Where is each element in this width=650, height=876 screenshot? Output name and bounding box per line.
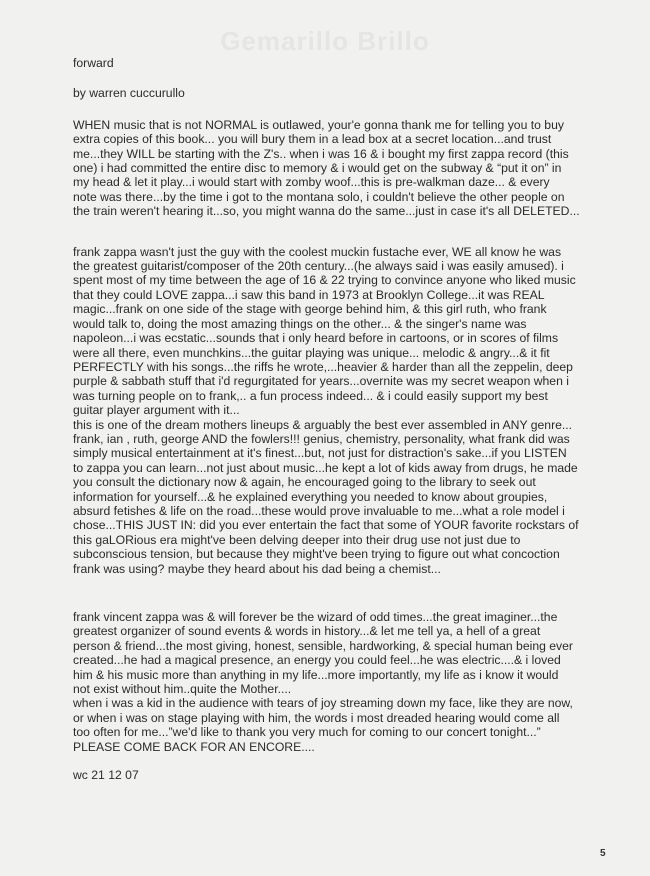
page-number: 5 xyxy=(600,848,606,859)
paragraph-2: frank zappa wasn't just the guy with the coolest muckin fustache ever, WE all know he was the greatest guitarist/composer of the 20th century...(he always said i was easily amused). i spent most of my time between the age of 16 & 22 trying to convince anyone who liked music that they could LOVE zappa...i saw this band in 1973 at Brooklyn College...it was REAL magic...frank on one side of the stage with george behind him, & this girl ruth, who frank would talk to, doing the most amazing things on the other... & the singer's name was napoleon...i was ecstatic...sounds that i only heard before in cartoons, or in scores of films were all there, even munchkins...the guitar playing was unique... melodic & angry...& it fit PERFECTLY with his songs...the riffs he wrote,...heavier & harder than all the zeppelin, deep purple & sabbath stuff that i'd regurgitated for years...overnite was my secret weapon when i was turning people on to frank,.. a fun process indeed... & i could easily support my best guitar player argument with it... this is one of the dream mothers lineups & arguably the best ever assembled in ANY genre... frank, ian , ruth, george AND the fowlers!!! genius, chemistry, personality, what frank did was simply musical entertainment at it's finest...but, not just for distraction's sake...if you LISTEN to zappa you can learn...not just about music...he kept a lot of kids away from drugs, he made you consult the dictionary now & again, he encouraged going to the library to seek out information for yourself...& he explained everything you needed to know about groupies, absurd fetishes & life on the road...these would prove invaluable to me...what a role model i chose...THIS JUST IN: did you ever entertain the fact that some of YOUR favorite rockstars of this gaLORious era might've been delving deeper into their drug use not just due to subconscious tension, but because they might've been trying to figure out what concoction frank was using? maybe they heard about his dad being a chemist... xyxy=(73,244,579,576)
section-heading: forward xyxy=(73,56,114,70)
paragraph-4: when i was a kid in the audience with tears of joy streaming down my face, like they are now, or when i was on stage playing with him, the words i most dreaded hearing would come all too often for me...”we'd like to thank you very much for coming to our concert tonight...” PLEASE COME BACK FOR AN ENCORE.... xyxy=(73,696,573,754)
signoff-date: wc 21 12 07 xyxy=(73,768,139,783)
byline: by warren cuccurullo xyxy=(73,86,185,101)
foreword-text xyxy=(73,56,603,782)
paragraph-3: frank vincent zappa was & will forever be the wizard of odd times...the great imaginer...the greatest organizer of sound events & words in history...& let me tell ya, a hell of a great person & friend...the most giving, honest, sensible, hardworking, & special human being ever created...he had a magical presence, an energy you could feel...he was electric....& i loved him & his music more than anything in my life...more importantly, my life as i know it would not exist without him..quite the Mother.... xyxy=(73,610,573,697)
paragraph-1: WHEN music that is not NORMAL is outlawed, your'e gonna thank me for telling you to buy extra copies of this book... you will bury them in a lead box at a secret location...and trust me...they WILL be starting with the Z's.. when i was 16 & i bought my first zappa record (this one) i had committed the entire disc to memory & i would get on the subway & “put it on” in my head & let it play...i would start with zomby woof...this is pre-walkman daze... & every note was there...by the time i got to the montana solo, i couldn't believe the other people on the train weren't hearing it...so, you might wanna do the same...just in case it's all DELETED... xyxy=(73,117,580,219)
show-through-title: Gemarillo Brillo xyxy=(220,26,430,56)
